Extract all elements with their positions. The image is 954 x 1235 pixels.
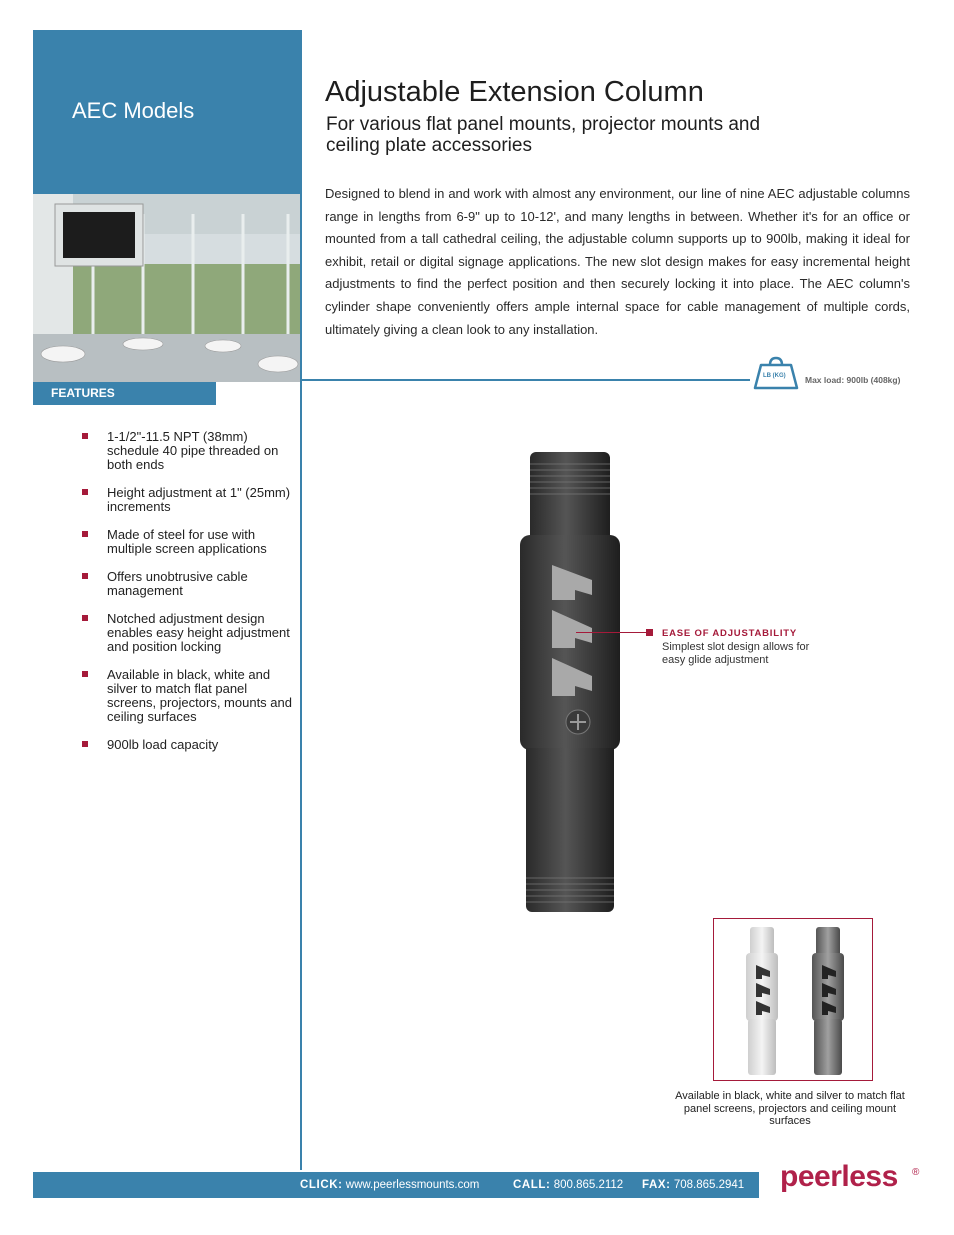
square-bullet-icon [82,573,88,579]
max-load-text: Max load: 900lb (408kg) [805,375,901,385]
footer-website-link[interactable]: www.peerlessmounts.com [345,1179,480,1191]
footer-click[interactable] [300,1172,479,1198]
feature-item [80,738,295,752]
registered-mark: ® [912,1167,920,1178]
feature-text: Made of steel for use with multiple screen applications [107,527,267,556]
square-bullet-icon [82,671,88,677]
color-variants-image [713,918,873,1081]
series-title: AEC Models [72,98,195,123]
footer-call [513,1172,623,1198]
footer-fax-number: 708.865.2941 [673,1179,745,1191]
callout-leader-line [576,632,648,633]
feature-text: 900lb load capacity [107,737,219,752]
features-list [80,430,295,766]
feature-item [80,528,295,556]
feature-text: Notched adjustment design enables easy height adjustment and position locking [107,611,290,654]
weight-icon-label: LB (KG) [763,373,786,379]
square-bullet-icon [82,433,88,439]
page-title: Adjustable Extension Column [325,76,704,108]
vertical-divider [300,30,302,1170]
footer-fax [642,1172,744,1198]
feature-item [80,570,295,598]
feature-item [80,612,295,654]
feature-item [80,430,295,472]
square-bullet-icon [82,741,88,747]
callout-text: Simplest slot design allows for easy glide adjustment [662,641,810,666]
feature-item [80,486,295,514]
office-photo-illustration [33,194,300,382]
feature-item [80,668,295,724]
footer-call-label: CALL: [513,1179,551,1191]
square-bullet-icon [82,615,88,621]
peerless-logo: peerless [780,1160,898,1193]
intro-paragraph: Designed to blend in and work with almost any environment, our line of nine AEC adjustable columns range in lengths from 6-9" up to 10-12', and many lengths in between. Whether it's for an office or mounted from a tall cathedral ceiling, the adjustable column supports up to 900lb, making it ideal for exhibit, retail or digital signage applications. The new slot design makes for easy incremental height adjustments to find the perfect position and then securely locking it into place. The AEC column's cylinder shape conveniently offers ample internal space for cable management of multiple cords, ultimately giving a clean look to any installation. [325,186,910,337]
feature-text: Offers unobtrusive cable management [107,569,248,598]
square-bullet-icon [82,489,88,495]
feature-text: Height adjustment at 1" (25mm) increments [107,485,291,514]
office-photo [33,194,300,382]
variants-caption: Available in black, white and silver to match flat panel screens, projectors and ceiling mount surfaces [675,1090,905,1127]
callout-title: EASE OF ADJUSTABILITY [662,628,798,639]
footer-contact-bar [33,1172,759,1198]
features-heading: FEATURES [33,382,216,405]
page-subtitle: For various flat panel mounts, projector mounts and ceiling plate accessories [326,114,761,156]
footer-click-label: CLICK: [300,1179,343,1191]
square-bullet-icon [82,531,88,537]
footer-fax-label: FAX: [642,1179,671,1191]
weight-icon [753,356,799,390]
horizontal-divider [300,379,750,381]
feature-text: Available in black, white and silver to match flat panel screens, projectors, mounts and ceiling surfaces [107,667,292,724]
feature-text: 1-1/2"-11.5 NPT (38mm) schedule 40 pipe threaded on both ends [107,429,279,472]
footer-phone: 800.865.2112 [553,1179,624,1191]
callout-marker-icon [646,629,653,636]
black-column-product-image [520,450,620,915]
